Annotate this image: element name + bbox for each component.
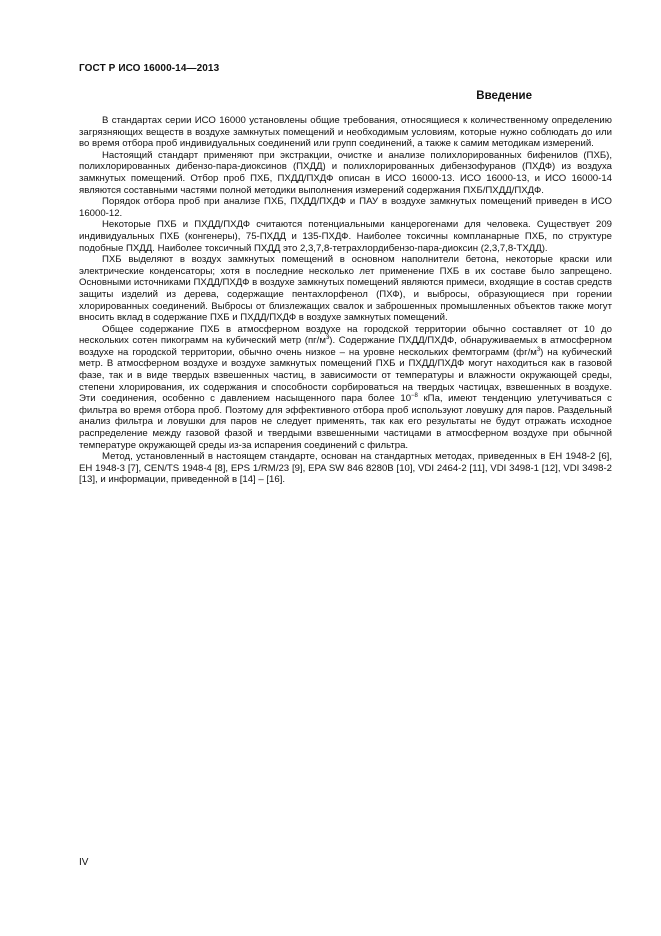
paragraph-5: ПХБ выделяют в воздух замкнутых помещений в основном наполнители бетона, некоторые краски или электрические конденсаторы; хотя в последние несколько лет применение ПХБ в их составе было запрещено. Основными источниками ПХДД/ПХДФ в воздухе замкнутых помещений являются примеси, входящие в состав средств защиты изделий из дерева, содержащие пентахлорфенол (ПХФ), и выбросы, образующиеся при горении хлорированных соединений. Выбросы от близлежащих свалок и заброшенных промышленных объектов также могут вносить вклад в содержание ПХБ и ПХДД/ПХДФ в воздухе замкнутых помещений. — [79, 254, 612, 324]
paragraph-4: Некоторые ПХБ и ПХДД/ПХДФ считаются потенциальными канцерогенами для человека. Существует 209 индивидуальных ПХБ (конгенеры), 75-ПХДД и 135-ПХДФ. Наиболее токсичны компланарные ПХБ, по структуре подобные ПХДД. Наиболее токсичный ПХДД это 2,3,7,8-тетрахлордибензо-пара-диоксин (2,3,7,8-ТХДД). — [79, 219, 612, 254]
section-title: Введение — [476, 90, 532, 102]
superscript-exponent: −8 — [411, 393, 418, 400]
paragraph-6-part-2: ). Содержание ПХДД/ПХДФ, обнаруживаемых в атмосферном воздухе на городской территории, обычно очень низкое – на уровне нескольких фемтограмм (фг/м — [79, 335, 613, 358]
superscript-cubic-1: 3 — [325, 335, 330, 342]
paragraph-2: Настоящий стандарт применяют при экстракции, очистке и анализе полихлорированных бифенилов (ПХБ), полихлорированных дибензо-пара-диоксинов (ПХДД) и полихлорированных дибензофуранов (ПХДФ) из воздуха замкнутых помещений. Отбор проб ПХБ, ПХДД/ПХДФ описан в ИСО 16000-13. ИСО 16000-13, и ИСО 16000-14 являются составными частями полной методики выполнения измерений содержания ПХБ/ПХДД/ПХДФ. — [79, 149, 612, 196]
paragraph-6 — [79, 324, 612, 452]
page-number: IV — [79, 857, 89, 868]
paragraph-6-part-1: Общее содержание ПХБ в атмосферном воздухе на городской территории обычно составляет от 10 до нескольких сотен пикограмм на кубический метр (пг/м — [79, 323, 612, 347]
paragraph-3: Порядок отбора проб при анализе ПХБ, ПХДД/ПХДФ и ПАУ в воздухе замкнутых помещений приведен в ИСО 16000-12. — [79, 196, 612, 219]
body-text — [79, 115, 612, 486]
superscript-cubic-2: 3 — [536, 346, 541, 353]
paragraph-6-part-4: кПа, имеют тенденцию улетучиваться с фильтра во время отбора проб. Поэтому для эффективного отбора проб используют ловушку для паров. Раздельный анализ фильтра и ловушки для паров не следует применять, так как его результаты не будут отражать исходное распределение между газовой фазой и твердыми взвешенными частицами в атмосферном воздухе при обычной температуре окружающей среды из-за испарения соединений с фильтра. — [79, 393, 612, 451]
paragraph-7: Метод, установленный в настоящем стандарте, основан на стандартных методах, приведенных в ЕН 1948-2 [6], ЕН 1948-3 [7], CEN/TS 1948-4 [8], EPS 1/RM/23 [9], EPA SW 846 8280B [10], VDI 2464-2 [11], VDI 3498-1 [12], VDI 3498-2 [13], и информации, приведенной в [14] – [16]. — [79, 451, 612, 486]
paragraph-6-part-3: ) на кубический метр. В атмосферном воздухе и воздухе замкнутых помещений ПХБ и ПХДД/ПХДФ могут находиться как в газовой фазе, так и в виде твердых взвешенных частиц, в зависимости от температуры и влажности окружающей среды, степени хлорирования, их содержания и способности сорбироваться на твердых частицах, взвешенных в воздухе. Эти соединения, особенно с давлением насыщенного пара более 10 — [79, 346, 612, 405]
paragraph-1: В стандартах серии ИСО 16000 установлены общие требования, относящиеся к количественному определению загрязняющих веществ в воздухе замкнутых помещений и необходимым условиям, которые нужно соблюдать до или во время отбора проб индивидуальных соединений или групп соединений, а также к самим методикам измерений. — [79, 115, 612, 150]
standard-id-header: ГОСТ Р ИСО 16000-14—2013 — [79, 63, 220, 74]
